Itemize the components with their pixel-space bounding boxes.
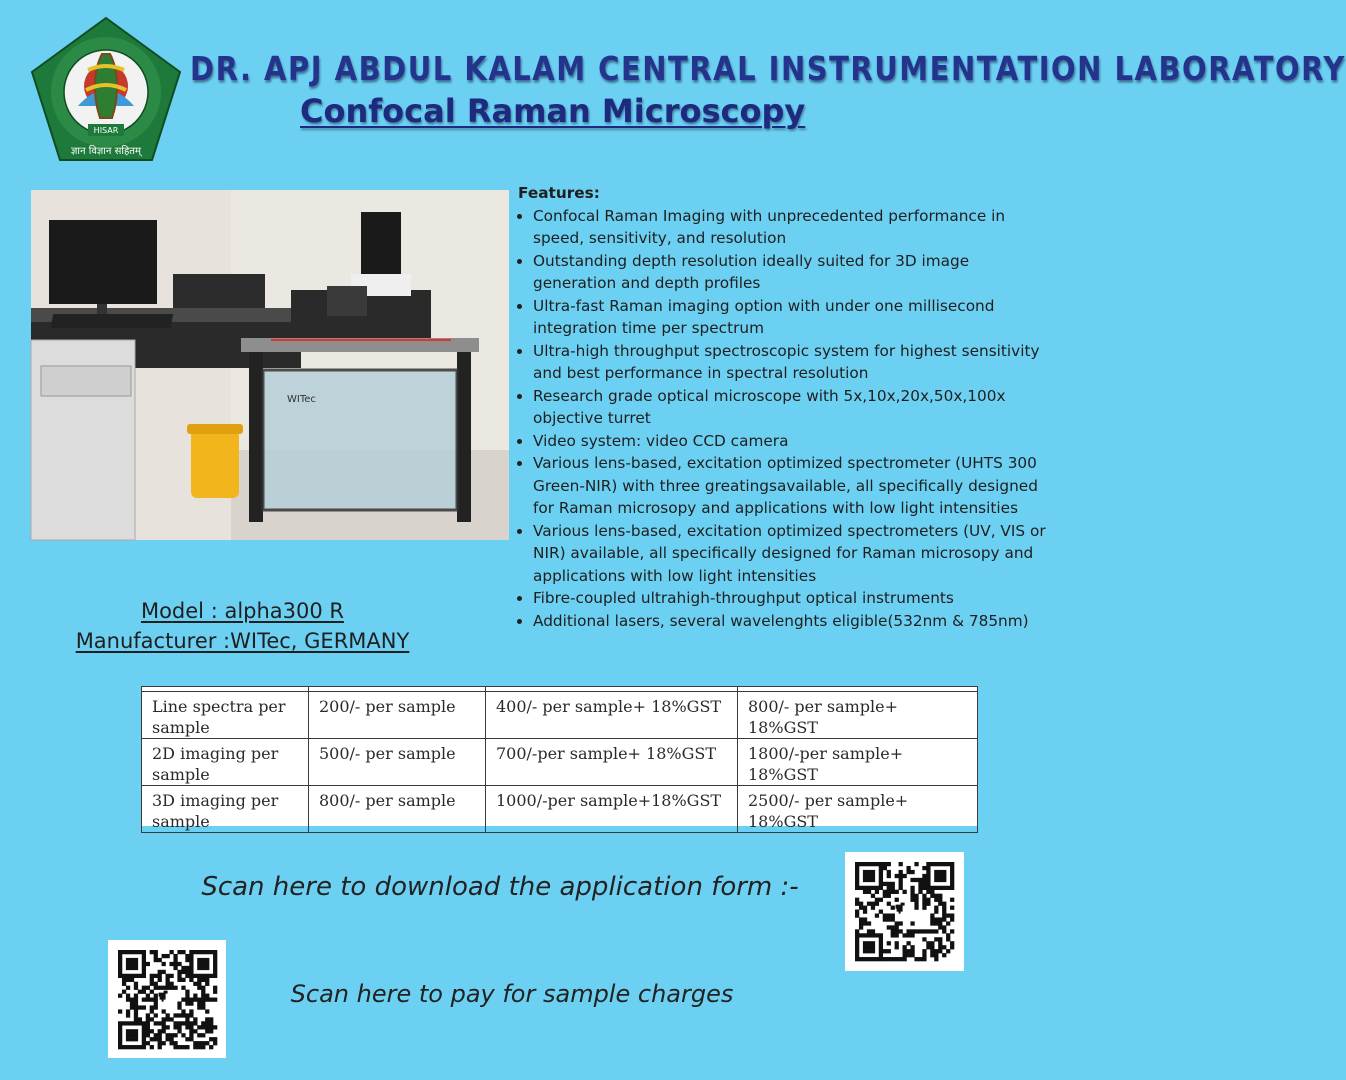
table-cell: 2D imaging per sample: [142, 739, 309, 786]
feature-item: • Research grade optical microscope with 5x,10x,20x,50x,100x objective turret: [533, 385, 1055, 430]
table-row: [142, 739, 978, 786]
model-name: Model : alpha300 R: [140, 599, 345, 623]
feature-item: • Various lens-based, excitation optimized spectrometer (UHTS 300 Green-NIR) with three greatingsavailable, all specifically designed for Raman microsopy and applications with low light intensities: [533, 452, 1055, 520]
table-cell: 400/- per sample+ 18%GST: [486, 692, 738, 739]
lab-title: DR. APJ ABDUL KALAM CENTRAL INSTRUMENTATION LABORATORY: [190, 50, 1346, 89]
price-table-container: [141, 686, 977, 831]
page-subtitle: Confocal Raman Microscopy: [300, 92, 806, 130]
feature-item: • Outstanding depth resolution ideally suited for 3D image generation and depth profiles: [533, 250, 1055, 295]
table-row: [142, 692, 978, 739]
feature-item: • Ultra-fast Raman imaging option with under one millisecond integration time per spectrum: [533, 295, 1055, 340]
qr-code-icon: [108, 940, 226, 1058]
feature-item: • Various lens-based, excitation optimized spectrometers (UV, VIS or NIR) available, all specifically designed for Raman microsopy and applications with low light intensities: [533, 520, 1055, 588]
table-cell: 200/- per sample: [309, 692, 486, 739]
table-cell: 2500/- per sample+ 18%GST: [738, 786, 978, 833]
scan-pay-charges-text: Scan here to pay for sample charges: [290, 980, 734, 1008]
features-list: [515, 205, 1055, 633]
table-cell: 3D imaging per sample: [142, 786, 309, 833]
model-info: [40, 596, 445, 656]
qr-code-icon: [845, 852, 964, 971]
table-cell: 1800/-per sample+ 18%GST: [738, 739, 978, 786]
table-cell: 800/- per sample+ 18%GST: [738, 692, 978, 739]
table-cell: Line spectra per sample: [142, 692, 309, 739]
table-cell: 700/-per sample+ 18%GST: [486, 739, 738, 786]
feature-item: • Ultra-high throughput spectroscopic system for highest sensitivity and best performance in spectral resolution: [533, 340, 1055, 385]
features-section: [515, 182, 1055, 632]
scan-application-form-text: Scan here to download the application form :-: [201, 872, 799, 902]
features-title: Features:: [518, 184, 600, 202]
table-cell: 1000/-per sample+18%GST: [486, 786, 738, 833]
table-row: [142, 786, 978, 833]
payment-qr-code[interactable]: [108, 940, 226, 1058]
feature-item: • Additional lasers, several wavelenghts eligible(532nm & 785nm): [533, 610, 1055, 633]
feature-item: • Fibre-coupled ultrahigh-throughput optical instruments: [533, 587, 1055, 610]
logo-motto-text: ज्ञान विज्ञान सहितम्: [71, 146, 141, 157]
logo-hisar-text: HISAR: [93, 126, 119, 135]
witec-brand-label: WITec: [287, 394, 316, 405]
table-cell: 500/- per sample: [309, 739, 486, 786]
price-table: [141, 686, 978, 833]
feature-item: • Confocal Raman Imaging with unprecedented performance in speed, sensitivity, and resolution: [533, 205, 1055, 250]
feature-item: • Video system: video CCD camera: [533, 430, 1055, 453]
application-form-qr-code[interactable]: [845, 852, 964, 971]
instrument-photo: [31, 190, 509, 540]
table-cell: 800/- per sample: [309, 786, 486, 833]
university-logo: [28, 14, 184, 170]
manufacturer-name: Manufacturer :WITec, GERMANY: [75, 629, 410, 653]
